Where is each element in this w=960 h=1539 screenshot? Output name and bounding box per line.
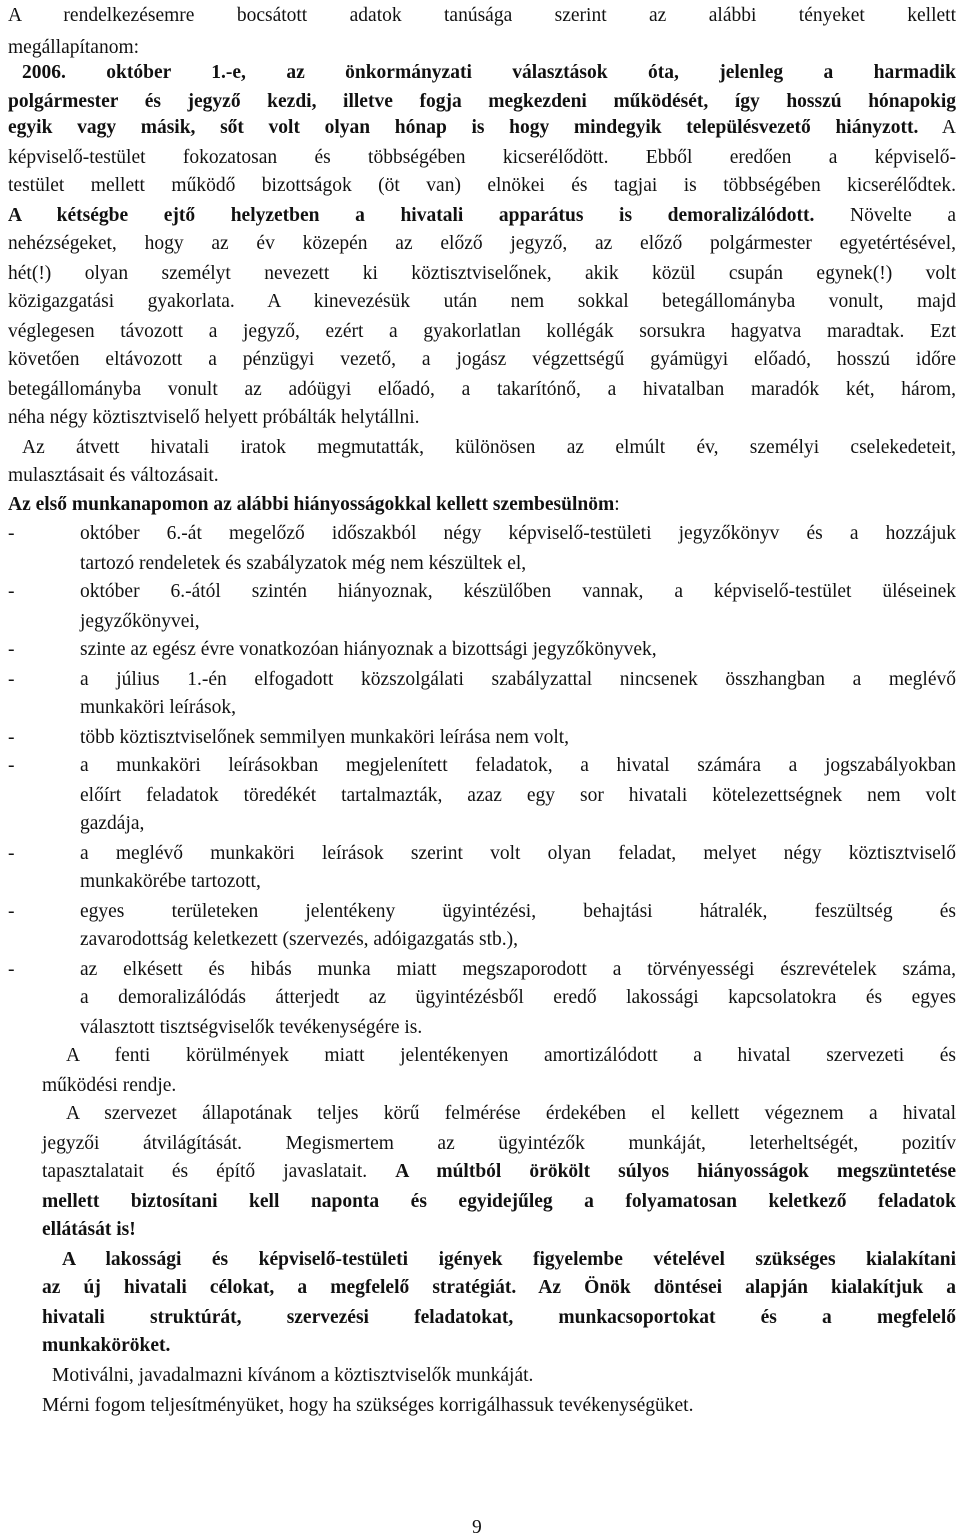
bold-text: Az első munkanapomon az alábbi hiányosságokkal kellett szembesülnöm xyxy=(8,494,615,515)
text-line xyxy=(8,38,139,58)
text-line xyxy=(8,292,956,312)
text-run: közigazgatási gyakorlata. A kinevezésük után nem sokkal betegállományba vonult, majd xyxy=(8,291,956,312)
text-run: néha négy köztisztviselő helyett próbálták helytállni. xyxy=(8,407,420,428)
text-line xyxy=(8,408,420,428)
text-run: nehézségeket, hogy az év közepén az előző jegyző, az előző polgármester egyetértésével, xyxy=(8,233,956,254)
text-line xyxy=(42,1134,956,1154)
text-line xyxy=(42,1308,956,1328)
text-line xyxy=(52,1366,533,1386)
text-line xyxy=(80,872,261,892)
text-line xyxy=(66,1104,956,1124)
text-line xyxy=(8,264,956,284)
text-run: a munkaköri leírásokban megjelenített feladatok, a hivatal számára a jogszabályokban xyxy=(80,755,956,776)
text-run: október 6.-át megelőző időszakból négy képviselő-testületi jegyzőkönyv és a hozzájuk xyxy=(80,523,956,544)
text-run: tapasztalatait és építő javaslatait. xyxy=(42,1161,396,1182)
text-line xyxy=(80,698,236,718)
text-run: mulasztásait és változásait. xyxy=(8,465,219,486)
text-run: választott tisztségviselők tevékenységére is. xyxy=(80,1017,423,1038)
text-line xyxy=(8,380,956,400)
bold-text: A múltból örökölt súlyos hiányosságok megszüntetése xyxy=(395,1161,957,1182)
text-line xyxy=(8,495,620,515)
text-line xyxy=(22,63,956,83)
text-run: egyes területeken jelentékeny ügyintézési, behajtási hátralék, feszültség és xyxy=(80,901,956,922)
text-line xyxy=(42,1336,170,1356)
text-run: a meglévő munkaköri leírások szerint volt olyan feladat, melyet négy köztisztviselő xyxy=(80,843,956,864)
text-line xyxy=(62,1250,956,1270)
text-line xyxy=(80,1018,422,1038)
text-run: Motiválni, javadalmazni kívánom a köztisztviselők munkáját. xyxy=(52,1365,534,1386)
text-run: Növelte a xyxy=(814,205,956,226)
text-run: szinte az egész évre vonatkozóan hiányoznak a bizottsági jegyzőkönyvek, xyxy=(80,639,657,660)
text-run: követően eltávozott a pénzügyi vezető, a jogász végzettségű gyámügyi előadó, hosszú időre xyxy=(8,349,956,370)
text-line xyxy=(42,1220,136,1240)
text-run: a július 1.-én elfogadott közszolgálati szabályzattal nincsenek összhangban a meglévő xyxy=(80,669,956,690)
text-line xyxy=(80,988,956,1008)
text-run: A rendelkezésemre bocsátott adatok tanúsága szerint az alábbi tényeket kellett xyxy=(8,5,956,26)
text-run: betegállományba vonult az adóügyi előadó, a takarítónő, a hivatalban maradók két, három, xyxy=(8,379,956,400)
list-item xyxy=(8,755,956,776)
text-line xyxy=(80,612,200,632)
text-run: A xyxy=(918,117,956,138)
text-run: jegyzőkönyvei, xyxy=(80,611,200,632)
text-line xyxy=(42,1076,176,1096)
list-item xyxy=(8,727,570,748)
text-run: jegyzői átvilágítását. Megismertem az ügyintézők munkáját, leterheltségét, pozitív xyxy=(42,1133,956,1154)
text-line xyxy=(22,438,956,458)
text-run: Az átvett hivatali iratok megmutatták, különösen az elmúlt év, személyi cselekedeteit, xyxy=(22,437,956,458)
text-line xyxy=(8,176,956,196)
page-number: 9 xyxy=(472,1517,482,1538)
list-item xyxy=(8,669,956,690)
list-bullet: - xyxy=(8,959,15,980)
text-line xyxy=(66,1046,956,1066)
text-run: képviselő-testület fokozatosan és többségében kicserélődött. Ebből eredően a képviselő- xyxy=(8,147,956,168)
bold-text: mellett biztosítani kell naponta és egyidejűleg a folyamatosan keletkező feladatok xyxy=(42,1191,956,1212)
text-run: működési rendje. xyxy=(42,1075,177,1096)
text-run: tartozó rendeletek és szabályzatok még nem készültek el, xyxy=(80,553,527,574)
text-run: hét(!) olyan személyt nevezett ki köztisztviselőnek, akik közül csupán egynek(!) volt xyxy=(8,263,956,284)
list-item xyxy=(8,523,956,544)
text-line xyxy=(8,234,956,254)
list-bullet: - xyxy=(8,669,15,690)
bold-text: A kétségbe ejtő helyzetben a hivatali apparátus is demoralizálódott. xyxy=(8,205,815,226)
list-bullet: - xyxy=(8,581,15,602)
text-line xyxy=(8,350,956,370)
text-line xyxy=(42,1278,956,1298)
text-run: megállapítanom: xyxy=(8,37,140,58)
list-bullet: - xyxy=(8,755,15,776)
list-item xyxy=(8,639,657,660)
bold-text: A lakossági és képviselő-testületi igények figyelembe vételével szükséges kialakítani xyxy=(62,1249,956,1270)
text-line xyxy=(8,206,956,226)
text-run: gazdája, xyxy=(80,813,145,834)
text-run: munkakörébe tartozott, xyxy=(80,871,261,892)
list-item xyxy=(8,581,956,602)
text-line xyxy=(80,930,518,950)
list-bullet: - xyxy=(8,843,15,864)
bold-text: polgármester és jegyző kezdi, illetve fogja megkezdeni működését, így hosszú hónapokig xyxy=(8,91,956,112)
text-run: Mérni fogom teljesítményüket, hogy ha szükséges korrigálhassuk tevékenységüket. xyxy=(42,1395,694,1416)
text-line xyxy=(8,118,956,138)
text-run: a demoralizálódás átterjedt az ügyintézésből eredő lakossági kapcsolatokra és egyes xyxy=(80,987,956,1008)
bold-text: 2006. október 1.-e, az önkormányzati választások óta, jelenleg a harmadik xyxy=(22,62,956,83)
text-line xyxy=(80,554,526,574)
text-run: munkaköri leírások, xyxy=(80,697,236,718)
text-run: A fenti körülmények miatt jelentékenyen amortizálódott a hivatal szervezeti és xyxy=(66,1045,956,1066)
text-line xyxy=(42,1162,956,1182)
text-line xyxy=(8,322,956,342)
text-line xyxy=(42,1192,956,1212)
list-bullet: - xyxy=(8,639,15,660)
text-line xyxy=(80,786,956,806)
text-run: előírt feladatok töredékét tartalmazták, azaz egy sor hivatali kötelezettségnek nem volt xyxy=(80,785,956,806)
text-line xyxy=(80,814,144,834)
text-line xyxy=(42,1396,693,1416)
text-run: az elkésett és hibás munka miatt megszaporodott a törvényességi észrevételek száma, xyxy=(80,959,956,980)
list-item xyxy=(8,843,956,864)
bold-text: munkaköröket. xyxy=(42,1335,171,1356)
text-run: testület mellett működő bizottságok (öt van) elnökei és tagjai is többségében kicserélődtek. xyxy=(8,175,956,196)
bold-text: egyik vagy másik, sőt volt olyan hónap is hogy mindegyik településvezető hiányzott. xyxy=(8,117,919,138)
text-run: több köztisztviselőnek semmilyen munkaköri leírása nem volt, xyxy=(80,727,570,748)
text-run: véglegesen távozott a jegyző, ezért a gyakorlatlan kollégák sorsukra hagyatva maradtak. Ezt xyxy=(8,321,956,342)
text-run: zavarodottság keletkezett (szervezés, adóigazgatás stb.), xyxy=(80,929,518,950)
text-line xyxy=(8,466,219,486)
list-bullet: - xyxy=(8,901,15,922)
bold-text: az új hivatali célokat, a megfelelő stratégiát. Az Önök döntései alapján kialakítjuk a xyxy=(42,1277,956,1298)
bold-text: hivatali struktúrát, szervezési feladatokat, munkacsoportokat és a megfelelő xyxy=(42,1307,956,1328)
list-bullet: - xyxy=(8,523,15,544)
list-item xyxy=(8,959,956,980)
text-run: október 6.-ától szintén hiányoznak, készülőben vannak, a képviselő-testület üléseinek xyxy=(80,581,956,602)
list-bullet: - xyxy=(8,727,15,748)
bold-text: ellátását is! xyxy=(42,1219,136,1240)
list-item xyxy=(8,901,956,922)
text-line xyxy=(8,92,956,112)
text-line xyxy=(8,6,956,26)
text-line xyxy=(8,148,956,168)
text-run: : xyxy=(614,494,620,515)
text-run: A szervezet állapotának teljes körű felmérése érdekében el kellett végeznem a hivatal xyxy=(66,1103,956,1124)
